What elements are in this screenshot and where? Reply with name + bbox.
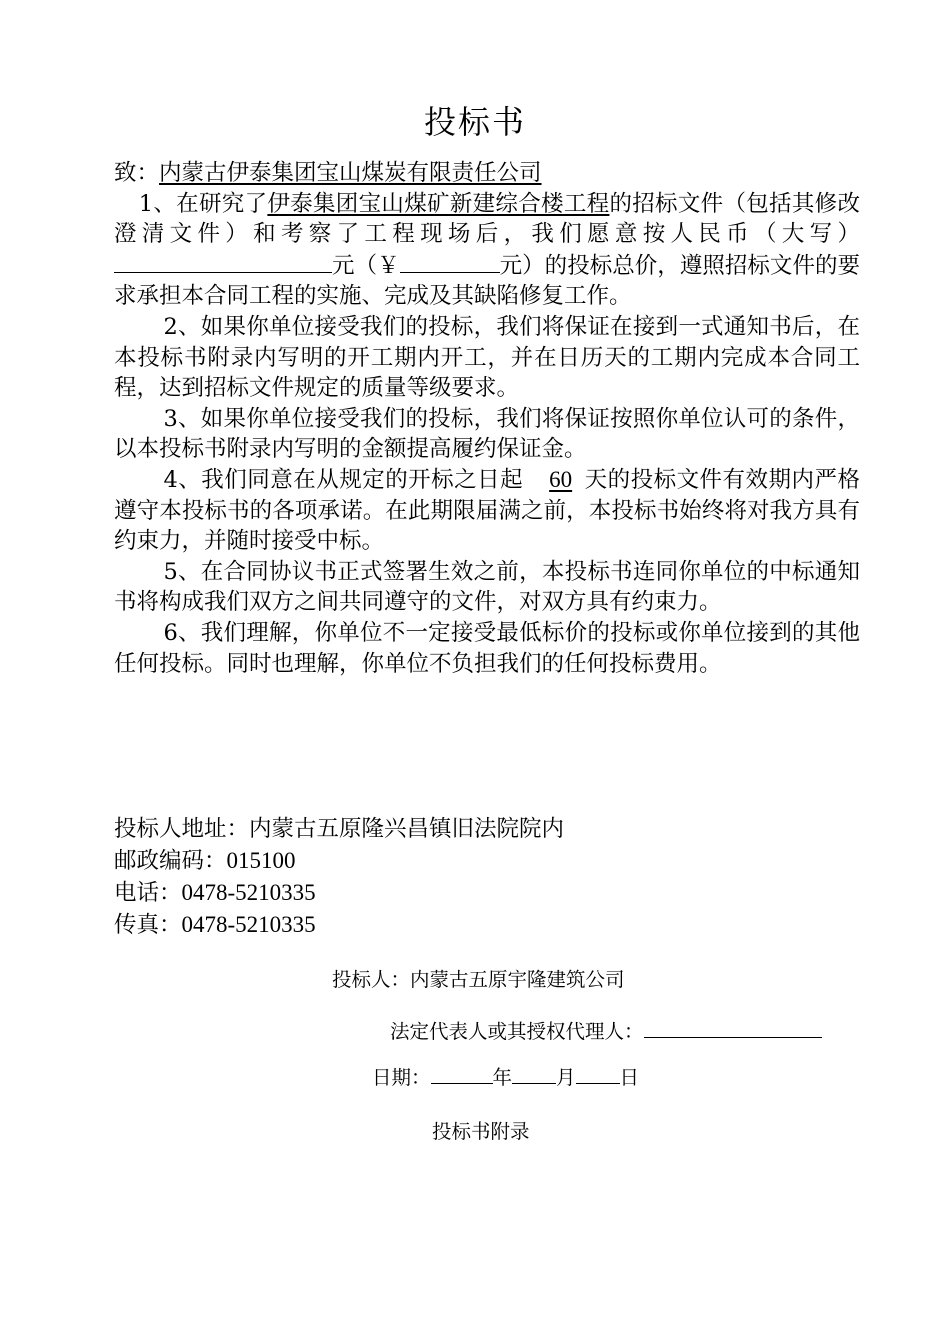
bidder-line <box>332 966 625 994</box>
phone-line <box>114 877 564 909</box>
paragraph-1-tail: 元）的投标总价，遵照招标文件的要求承担本合同工程的实施、完成及其缺陷修复工作。 <box>114 252 860 310</box>
address-value: 内蒙古五原隆兴昌镇旧法院院内 <box>249 816 565 842</box>
phone-label: 电话： <box>114 880 182 906</box>
paragraph-4 <box>114 465 860 557</box>
paragraph-4-tail: 天的投标文件有效期内严格遵守本投标书的各项承诺。在此期限届满之前，本投标书始终将对我方具有约束力，并随时接受中标。 <box>114 466 860 555</box>
paragraph-2: 2、如果你单位接受我们的投标，我们将保证在接到一式通知书后，在本投标书附录内写明的开工期内开工，并在日历天的工期内完成本合同工程，达到招标文件规定的质量等级要求。 <box>114 313 860 402</box>
date-label: 日期： <box>372 1066 431 1089</box>
postcode-line <box>114 845 564 877</box>
paragraph-1-yuan: 元（￥ <box>332 252 400 279</box>
recipient-name: 内蒙古伊泰集团宝山煤炭有限责任公司 <box>159 160 542 186</box>
day-blank <box>576 1065 620 1084</box>
document-title: 投标书 <box>423 103 526 141</box>
paragraph-4-lead: 4、我们同意在从规定的开标之日起 <box>163 466 524 493</box>
year-label: 年 <box>492 1066 513 1089</box>
appendix-title: 投标书附录 <box>432 1120 530 1143</box>
amount-figures-blank <box>400 250 500 273</box>
address-line <box>114 814 564 845</box>
recipient-prefix: 致： <box>114 160 160 186</box>
paragraph-1 <box>114 189 860 312</box>
phone-value: 0478-5210335 <box>181 880 316 905</box>
paragraph-5: 5、在合同协议书正式签署生效之前，本投标书连同你单位的中标通知书将构成我们双方之间共同遵守的文件，对双方具有约束力。 <box>114 558 860 616</box>
validity-days: 60 <box>549 466 573 492</box>
month-blank <box>512 1065 556 1084</box>
fax-line <box>114 909 564 941</box>
document-body <box>114 158 860 679</box>
representative-blank <box>644 1019 822 1038</box>
month-label: 月 <box>556 1066 576 1089</box>
date-line <box>372 1064 639 1092</box>
bidder-label: 投标人： <box>332 968 411 991</box>
paragraph-3: 3、如果你单位接受我们的投标，我们将保证按照你单位认可的条件，以本投标书附录内写明的金额提高履约保证金。 <box>114 405 860 463</box>
paragraph-1-lead: 1、在研究了 <box>138 190 268 217</box>
day-label: 日 <box>619 1066 640 1089</box>
recipient-line <box>114 158 860 189</box>
representative-label: 法定代表人或其授权代理人： <box>390 1020 644 1043</box>
amount-words-blank <box>114 250 332 273</box>
contact-block <box>114 814 564 941</box>
postcode-value: 015100 <box>226 848 296 873</box>
fax-value: 0478-5210335 <box>181 912 316 937</box>
representative-line <box>390 1018 822 1046</box>
address-label: 投标人地址： <box>114 816 250 842</box>
project-name: 伊泰集团宝山煤矿新建综合楼工程 <box>267 190 610 217</box>
bidder-name: 内蒙古五原宇隆建筑公司 <box>410 968 625 991</box>
fax-label: 传真： <box>114 912 182 938</box>
paragraph-1-mid: 的招标文件（包括其修改澄清文件）和考察了工程现场后，我们愿意按人民币（大写） <box>114 190 860 248</box>
paragraph-6: 6、我们理解，你单位不一定接受最低标价的投标或你单位接到的其他任何投标。同时也理解，你单位不负担我们的任何投标费用。 <box>114 619 860 677</box>
year-blank <box>431 1065 493 1084</box>
postcode-label: 邮政编码： <box>114 848 227 874</box>
